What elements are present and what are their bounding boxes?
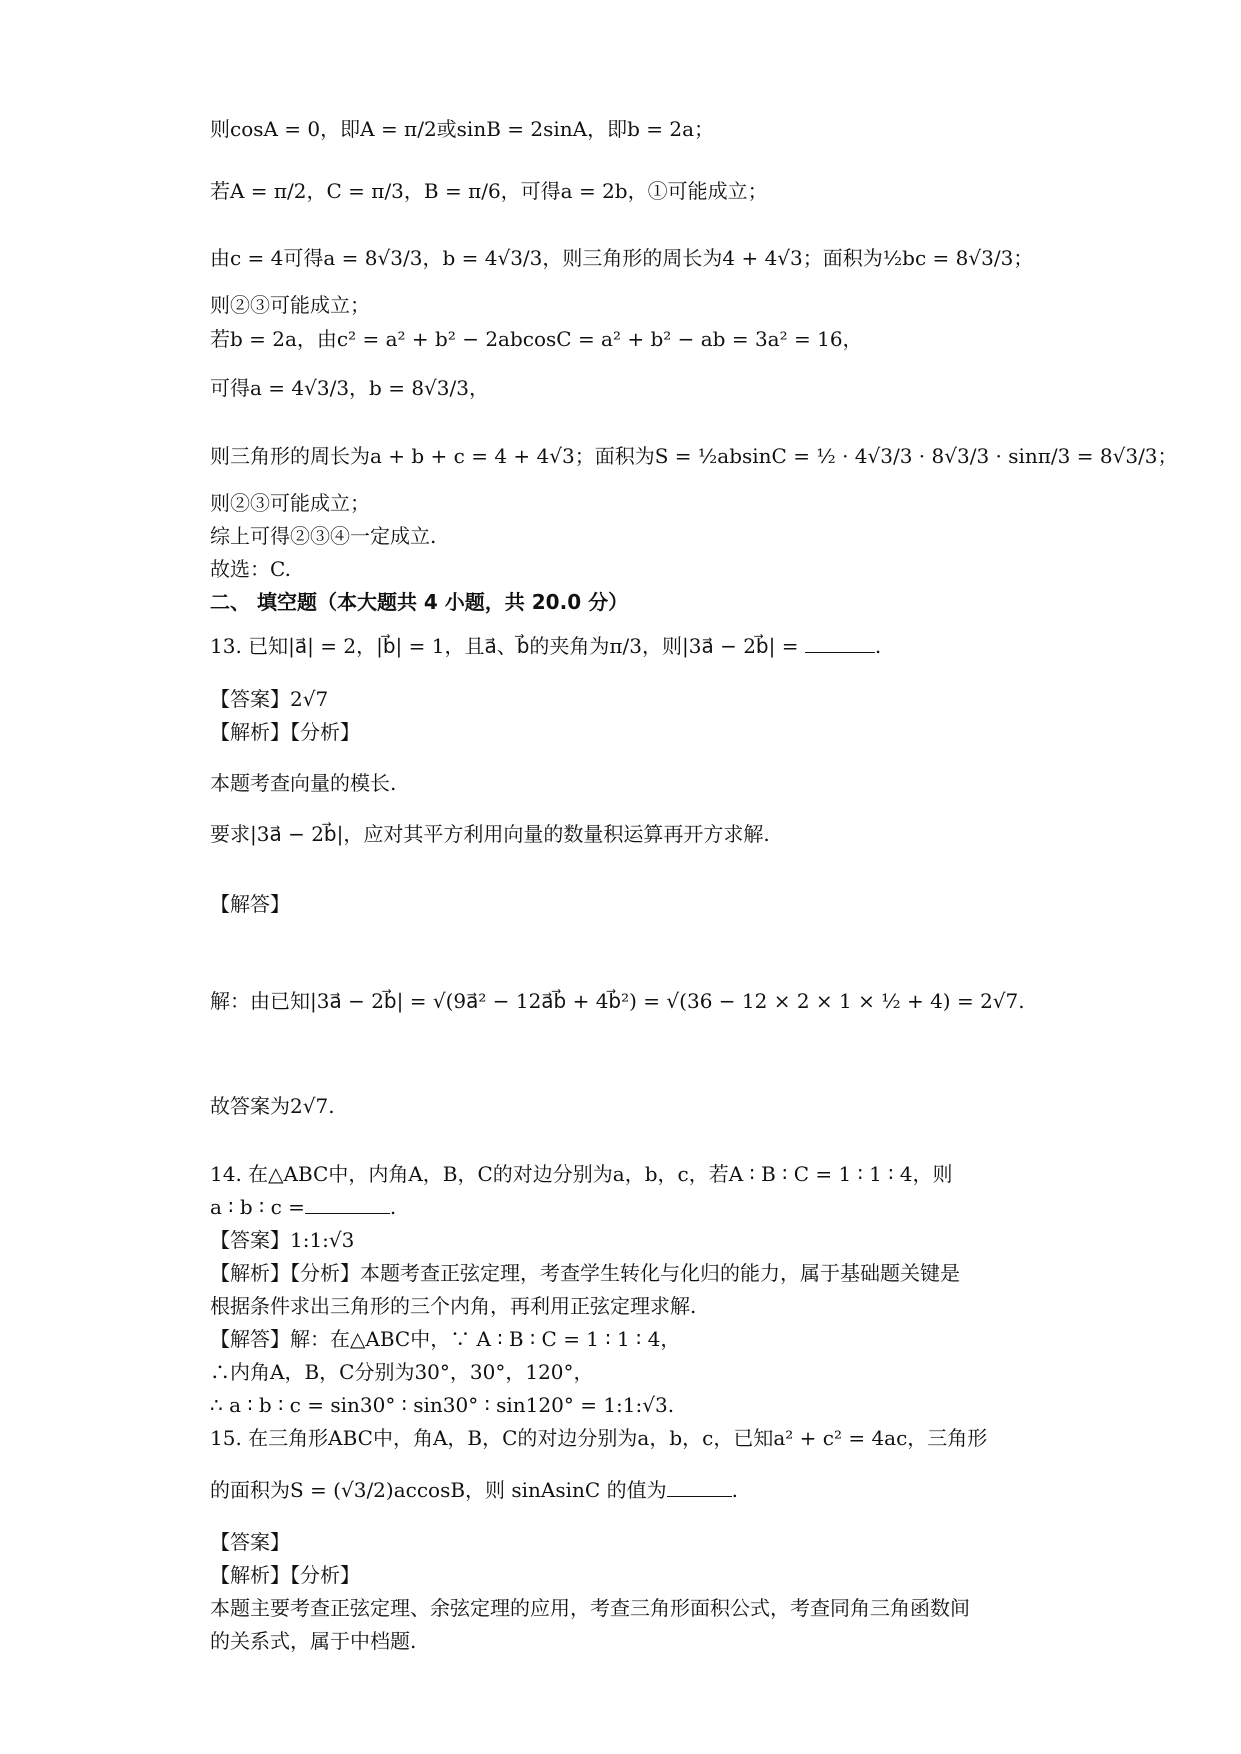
analysis-label: 【解析】【分析】 [210, 1563, 360, 1587]
answer-label: 【答案】1:1:√3 [210, 1228, 355, 1252]
text-line: 则三角形的周长为a + b + c = 4 + 4√3；面积为S = ½absinC = ½ · 4√3/3 · 8√3/3 · sinπ/3 = 8√3/3； [210, 444, 1178, 468]
analysis-label: 【解析】【分析】 [210, 720, 360, 744]
question-15-cont: 的面积为S = (√3/2)accosB，则 sinAsinC 的值为 . [210, 1478, 738, 1502]
text-line: 的关系式，属于中档题. [210, 1629, 417, 1653]
text-line: ∴内角A，B，C分别为30°，30°，120°， [210, 1360, 594, 1384]
text-line: 本题考查向量的模长. [210, 771, 397, 795]
section-heading: 二、 填空题（本大题共 4 小题，共 20.0 分） [210, 590, 629, 614]
text-line: 可得a = 4√3/3，b = 8√3/3， [210, 376, 489, 400]
text-line: 要求|3a⃗ − 2b⃗|，应对其平方利用向量的数量积运算再开方求解. [210, 822, 770, 846]
question-14-cont: a ∶ b ∶ c = . [210, 1195, 397, 1219]
question-15: 15. 在三角形ABC中，角A，B，C的对边分别为a，b，c，已知a² + c² = 4ac，三角形 [210, 1426, 988, 1450]
text-line: 根据条件求出三角形的三个内角，再利用正弦定理求解. [210, 1294, 697, 1318]
answer-blank [305, 1212, 390, 1214]
solution-label: 【解答】 [210, 892, 290, 916]
text-line: 本题主要考查正弦定理、余弦定理的应用，考查三角形面积公式，考查同角三角函数间 [210, 1596, 970, 1620]
text-line: 【解答】解：在△ABC中，∵ A ∶ B ∶ C = 1 ∶ 1 ∶ 4， [210, 1327, 681, 1351]
text-line: 【解析】【分析】本题考查正弦定理，考查学生转化与化归的能力，属于基础题关键是 [210, 1261, 960, 1285]
answer-blank [667, 1495, 732, 1497]
text-line: 则cosA = 0，即A = π/2或sinB = 2sinA，即b = 2a； [210, 117, 715, 141]
text-line: ∴ a ∶ b ∶ c = sin30° ∶ sin30° ∶ sin120° = 1:1:√3. [210, 1393, 675, 1417]
text-line: 则②③可能成立； [210, 293, 370, 317]
question-13-text: 13. 已知|a⃗| = 2，|b⃗| = 1，且a⃗、b⃗的夹角为π/3，则|3a⃗ − 2b⃗| = [210, 634, 799, 658]
text-line: 则②③可能成立； [210, 491, 370, 515]
solution-formula: 解：由已知|3a⃗ − 2b⃗| = √(9a⃗² − 12a⃗b⃗ + 4b⃗²) = √(36 − 12 × 2 × 1 × ½ + 4) = 2√7. [210, 989, 1025, 1013]
text-line: 综上可得②③④一定成立. [210, 524, 437, 548]
text-line: 由c = 4可得a = 8√3/3，b = 4√3/3，则三角形的周长为4 + 4√3；面积为½bc = 8√3/3； [210, 246, 1034, 270]
answer-blank [805, 651, 875, 653]
answer-label: 【答案】2√7 [210, 687, 329, 711]
answer-label: 【答案】 [210, 1530, 290, 1554]
question-14: 14. 在△ABC中，内角A，B，C的对边分别为a，b，c，若A ∶ B ∶ C = 1 ∶ 1 ∶ 4，则 [210, 1162, 953, 1186]
text-line: 若A = π/2，C = π/3，B = π/6，可得a = 2b，①可能成立； [210, 179, 768, 203]
text-line: 故选：C. [210, 557, 291, 581]
question-13: 13. 已知|a⃗| = 2，|b⃗| = 1，且a⃗、b⃗的夹角为π/3，则|3a⃗ − 2b⃗| = . [210, 634, 882, 658]
text-line: 若b = 2a，由c² = a² + b² − 2abcosC = a² + b² − ab = 3a² = 16， [210, 327, 863, 351]
text-line: 故答案为2√7. [210, 1094, 335, 1118]
